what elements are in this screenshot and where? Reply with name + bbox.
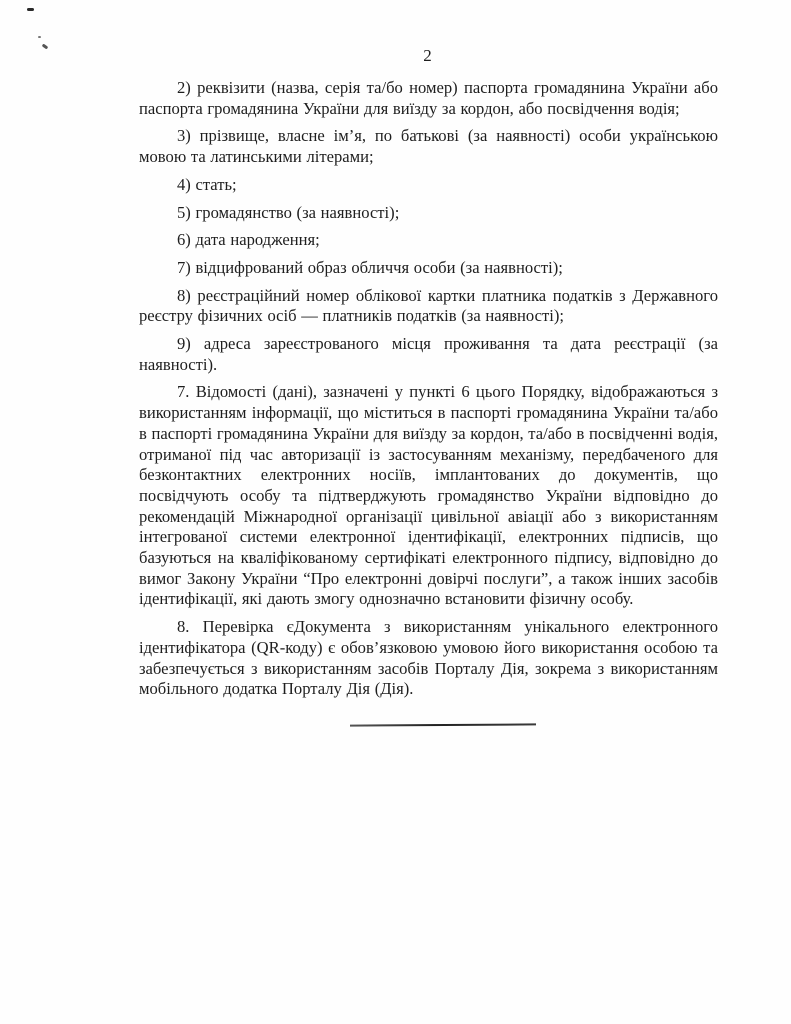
scan-artifact-dash bbox=[27, 8, 34, 11]
paragraph-subitem-7: 7) відцифрований образ обличчя особи (за наявності); bbox=[177, 257, 563, 277]
paragraph-subitem-9: 9) адреса зареєстрованого місця проживання та дата реєстрації (за наявності). bbox=[139, 334, 718, 374]
paragraph-point-8: 8. Перевірка єДокумента з використанням унікального електронного ідентифікатора (QR-коду) є обов’язковою умовою його використання особою та забезпечується з використанням засобів Порталу Дія, зокрема з використанням мобільного додатка Порталу Дія (Дія). bbox=[139, 617, 718, 699]
paragraph-subitem-8: 8) реєстраційний номер облікової картки платника податків з Державного реєстру фізичних осіб — платників податків (за наявності); bbox=[139, 285, 718, 326]
page-number: 2 bbox=[423, 46, 433, 65]
section-divider-line bbox=[350, 723, 536, 726]
paragraph-subitem-5: 5) громадянство (за наявності); bbox=[177, 202, 400, 222]
paragraph-point-7: 7. Відомості (дані), зазначені у пункті 6 цього Порядку, відображаються з використанням інформації, що міститься в паспорті громадянина України та/або в паспорті громадянина України для виїзду за кордон, та/або в посвідченні водія, отриманої під час авторизації із застосуванням механізму, передбаченого для безконтактних електронних носіїв, імплантованих до документів, що посвідчують особу та підтверджують громадянство України відповідно до рекомендацій Міжнародної організації цивільної авіації або з використанням інтегрованої системи електронної ідентифікації, електронних підписів, що базуються на кваліфікованому сертифікаті електронного підпису, відповідно до вимог Закону України “Про електронні довірчі послуги”, а також інших засобів ідентифікації, які дають змогу однозначно встановити фізичну особу. bbox=[139, 382, 718, 609]
paragraph-subitem-6: 6) дата народження; bbox=[177, 230, 320, 250]
paragraph-subitem-2: 2) реквізити (назва, серія та/бо номер) паспорта громадянина України або паспорта громадянина України для виїзду за кордон, або посвідчення водія; bbox=[139, 78, 718, 118]
paragraph-subitem-3: 3) прізвище, власне ім’я, по батькові (за наявності) особи українською мовою та латинськими літерами; bbox=[139, 126, 718, 167]
paragraph-subitem-4: 4) стать; bbox=[177, 174, 237, 194]
scan-artifact-dot bbox=[38, 36, 41, 38]
document-body bbox=[139, 78, 718, 726]
scan-artifact-speck bbox=[42, 44, 49, 50]
